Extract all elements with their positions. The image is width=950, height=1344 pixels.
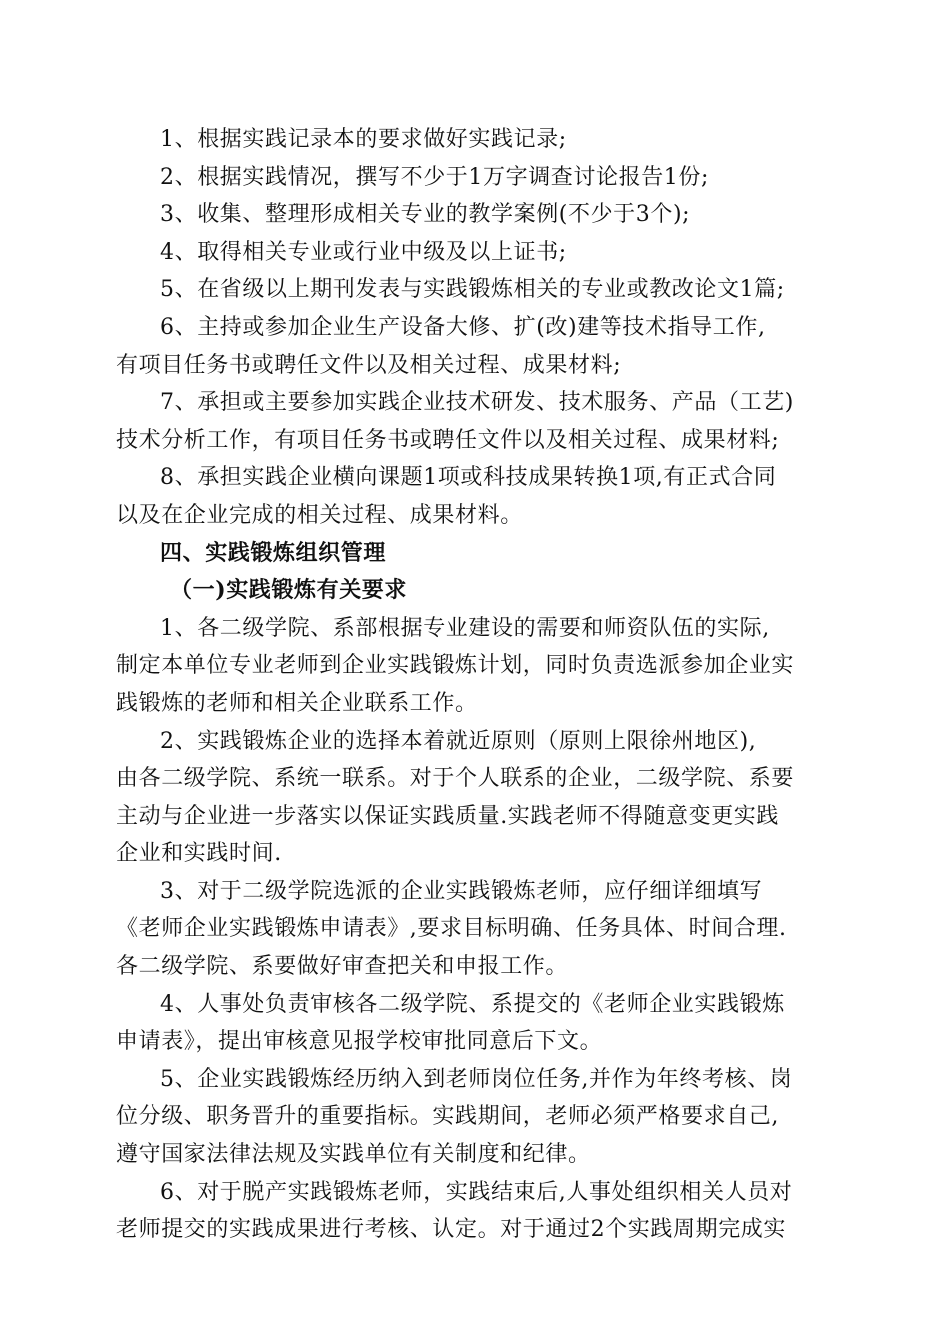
list-item: 7、承担或主要参加实践企业技术研发、技术服务、产品（工艺) bbox=[160, 390, 794, 416]
paragraph-line: 4、人事处负责审核各二级学院、系提交的《老师企业实践锻炼 bbox=[160, 991, 785, 1017]
paragraph-line: 主动与企业进一步落实以保证实践质量.实践老师不得随意变更实践 bbox=[116, 803, 779, 829]
paragraph-line: 2、实践锻炼企业的选择本着就近原则（原则上限徐州地区), bbox=[160, 728, 757, 754]
list-item-continuation: 技术分析工作，有项目任务书或聘任文件以及相关过程、成果材料; bbox=[116, 427, 780, 453]
paragraph-line: 位分级、职务晋升的重要指标。实践期间，老师必须严格要求自己, bbox=[116, 1104, 779, 1130]
paragraph-line: 企业和实践时间. bbox=[116, 841, 282, 867]
list-item: 3、收集、整理形成相关专业的教学案例(不少于3个); bbox=[160, 202, 691, 228]
list-item: 2、根据实践情况，撰写不少于1万字调查讨论报告1份; bbox=[160, 164, 710, 190]
section-heading: 四、实践锻炼组织管理 bbox=[160, 539, 387, 566]
document-body bbox=[116, 121, 832, 1249]
list-item: 6、主持或参加企业生产设备大修、扩(改)建等技术指导工作, bbox=[160, 314, 766, 340]
paragraph-line: 5、企业实践锻炼经历纳入到老师岗位任务,并作为年终考核、岗 bbox=[160, 1066, 793, 1092]
list-item: 8、承担实践企业横向课题1项或科技成果转换1项,有正式合同 bbox=[160, 465, 777, 491]
paragraph-line: 践锻炼的老师和相关企业联系工作。 bbox=[116, 690, 478, 716]
list-item: 1、根据实践记录本的要求做好实践记录; bbox=[160, 127, 567, 152]
paragraph-line: 制定本单位专业老师到企业实践锻炼计划，同时负责选派参加企业实 bbox=[116, 653, 795, 679]
paragraph-line: 各二级学院、系要做好审查把关和申报工作。 bbox=[116, 954, 569, 980]
list-item: 5、在省级以上期刊发表与实践锻炼相关的专业或教改论文1篇; bbox=[160, 277, 785, 303]
list-item-continuation: 有项目任务书或聘任文件以及相关过程、成果材料; bbox=[116, 352, 622, 378]
list-item: 4、取得相关专业或行业中级及以上证书; bbox=[160, 239, 567, 265]
paragraph-line: 6、对于脱产实践锻炼老师，实践结束后,人事处组织相关人员对 bbox=[160, 1179, 793, 1205]
subsection-heading: （一)实践锻炼有关要求 bbox=[170, 577, 408, 604]
paragraph-line: 由各二级学院、系统一联系。对于个人联系的企业，二级学院、系要 bbox=[116, 766, 795, 792]
paragraph-line: 老师提交的实践成果进行考核、认定。对于通过2个实践周期完成实 bbox=[116, 1217, 786, 1243]
paragraph-line: 3、对于二级学院选派的企业实践锻炼老师，应仔细详细填写 bbox=[160, 878, 763, 904]
paragraph-line: 遵守国家法律法规及实践单位有关制度和纪律。 bbox=[116, 1142, 591, 1168]
paragraph-line: 申请表》，提出审核意见报学校审批同意后下文。 bbox=[116, 1029, 603, 1055]
paragraph-line: 《老师企业实践锻炼申请表》,要求目标明确、任务具体、时间合理. bbox=[116, 916, 787, 942]
paragraph-line: 1、各二级学院、系部根据专业建设的需要和师资队伍的实际, bbox=[160, 615, 770, 641]
list-item-continuation: 以及在企业完成的相关过程、成果材料。 bbox=[116, 502, 523, 528]
